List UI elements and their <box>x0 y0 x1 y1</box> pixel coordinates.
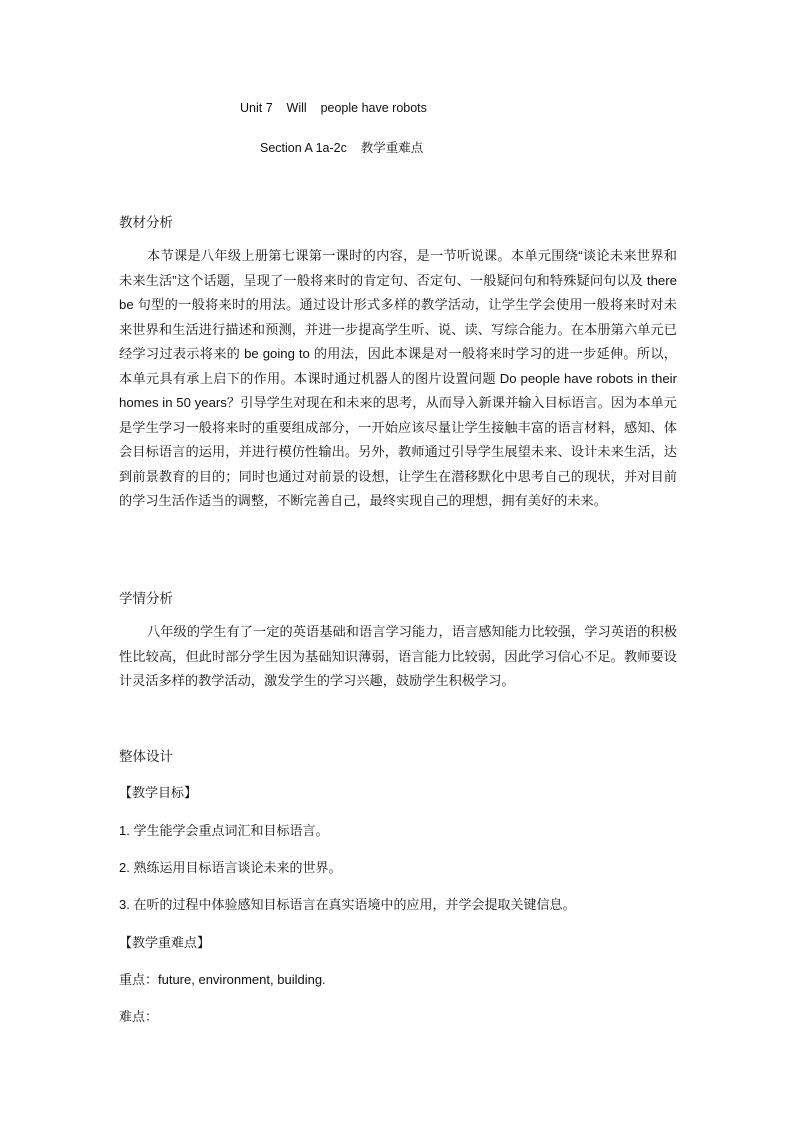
goal-item: 2. 熟练运用目标语言谈论未来的世界。 <box>119 860 342 875</box>
document-subtitle: Section A 1a-2c 教学重难点 <box>260 141 424 155</box>
keypoints-label: 【教学重难点】 <box>119 935 211 950</box>
materials-paragraph: 本节课是八年级上册第七课第一课时的内容，是一节听说课。本单元围绕“谈论未来世界和未来生活”这个话题，呈现了一般将来时的肯定句、否定句、一般疑问句和特殊疑问句以及 there be 句型的一般将来时的用法。通过设计形式多样的教学活动，让学生学会使用一般将来时对未来世界和生活进行描述和预测，并进一步提高学生听、说、读、写综合能力。在本册第六单元已经学习过表示将来的 be going to 的用法，因此本课是对一般将来时学习的进一步延伸。所以，本单元具有承上启下的作用。本课时通过机器人的图片设置问题 Do people have robots in their homes in 50 years？引导学生对现在和未来的思考，从而导入新课并输入目标语言。因为本单元是学生学习一般将来时的重要组成部分，一开始应该尽量让学生接触丰富的语言材料，感知、体会目标语言的运用，并进行模仿性输出。另外，教师通过引导学生展望未来、设计未来生活，达到前景教育的目的；同时也通过对前景的设想，让学生在潜移默化中思考自己的现状，并对目前的学习生活作适当的调整，不断完善自己，最终实现自己的理想，拥有美好的未来。 <box>119 248 677 508</box>
students-paragraph: 八年级的学生有了一定的英语基础和语言学习能力，语言感知能力比较强，学习英语的积极性比较高，但此时部分学生因为基础知识薄弱，语言能力比较弱，因此学习信心不足。教师要设计灵活多样的教学活动，激发学生的学习兴趣，鼓励学生积极学习。 <box>119 624 677 688</box>
section-heading-design: 整体设计 <box>119 749 173 764</box>
goal-item: 3. 在听的过程中体验感知目标语言在真实语境中的应用，并学会提取关键信息。 <box>119 897 576 912</box>
goal-item: 1. 学生能学会重点词汇和目标语言。 <box>119 823 329 838</box>
difficult-points: 难点： <box>119 1009 159 1024</box>
section-heading-students: 学情分析 <box>119 591 173 606</box>
document-title: Unit 7 Will people have robots <box>240 101 427 115</box>
goals-label: 【教学目标】 <box>119 785 198 800</box>
section-heading-materials: 教材分析 <box>119 215 173 230</box>
key-points: 重点：future, environment, building. <box>119 972 326 987</box>
